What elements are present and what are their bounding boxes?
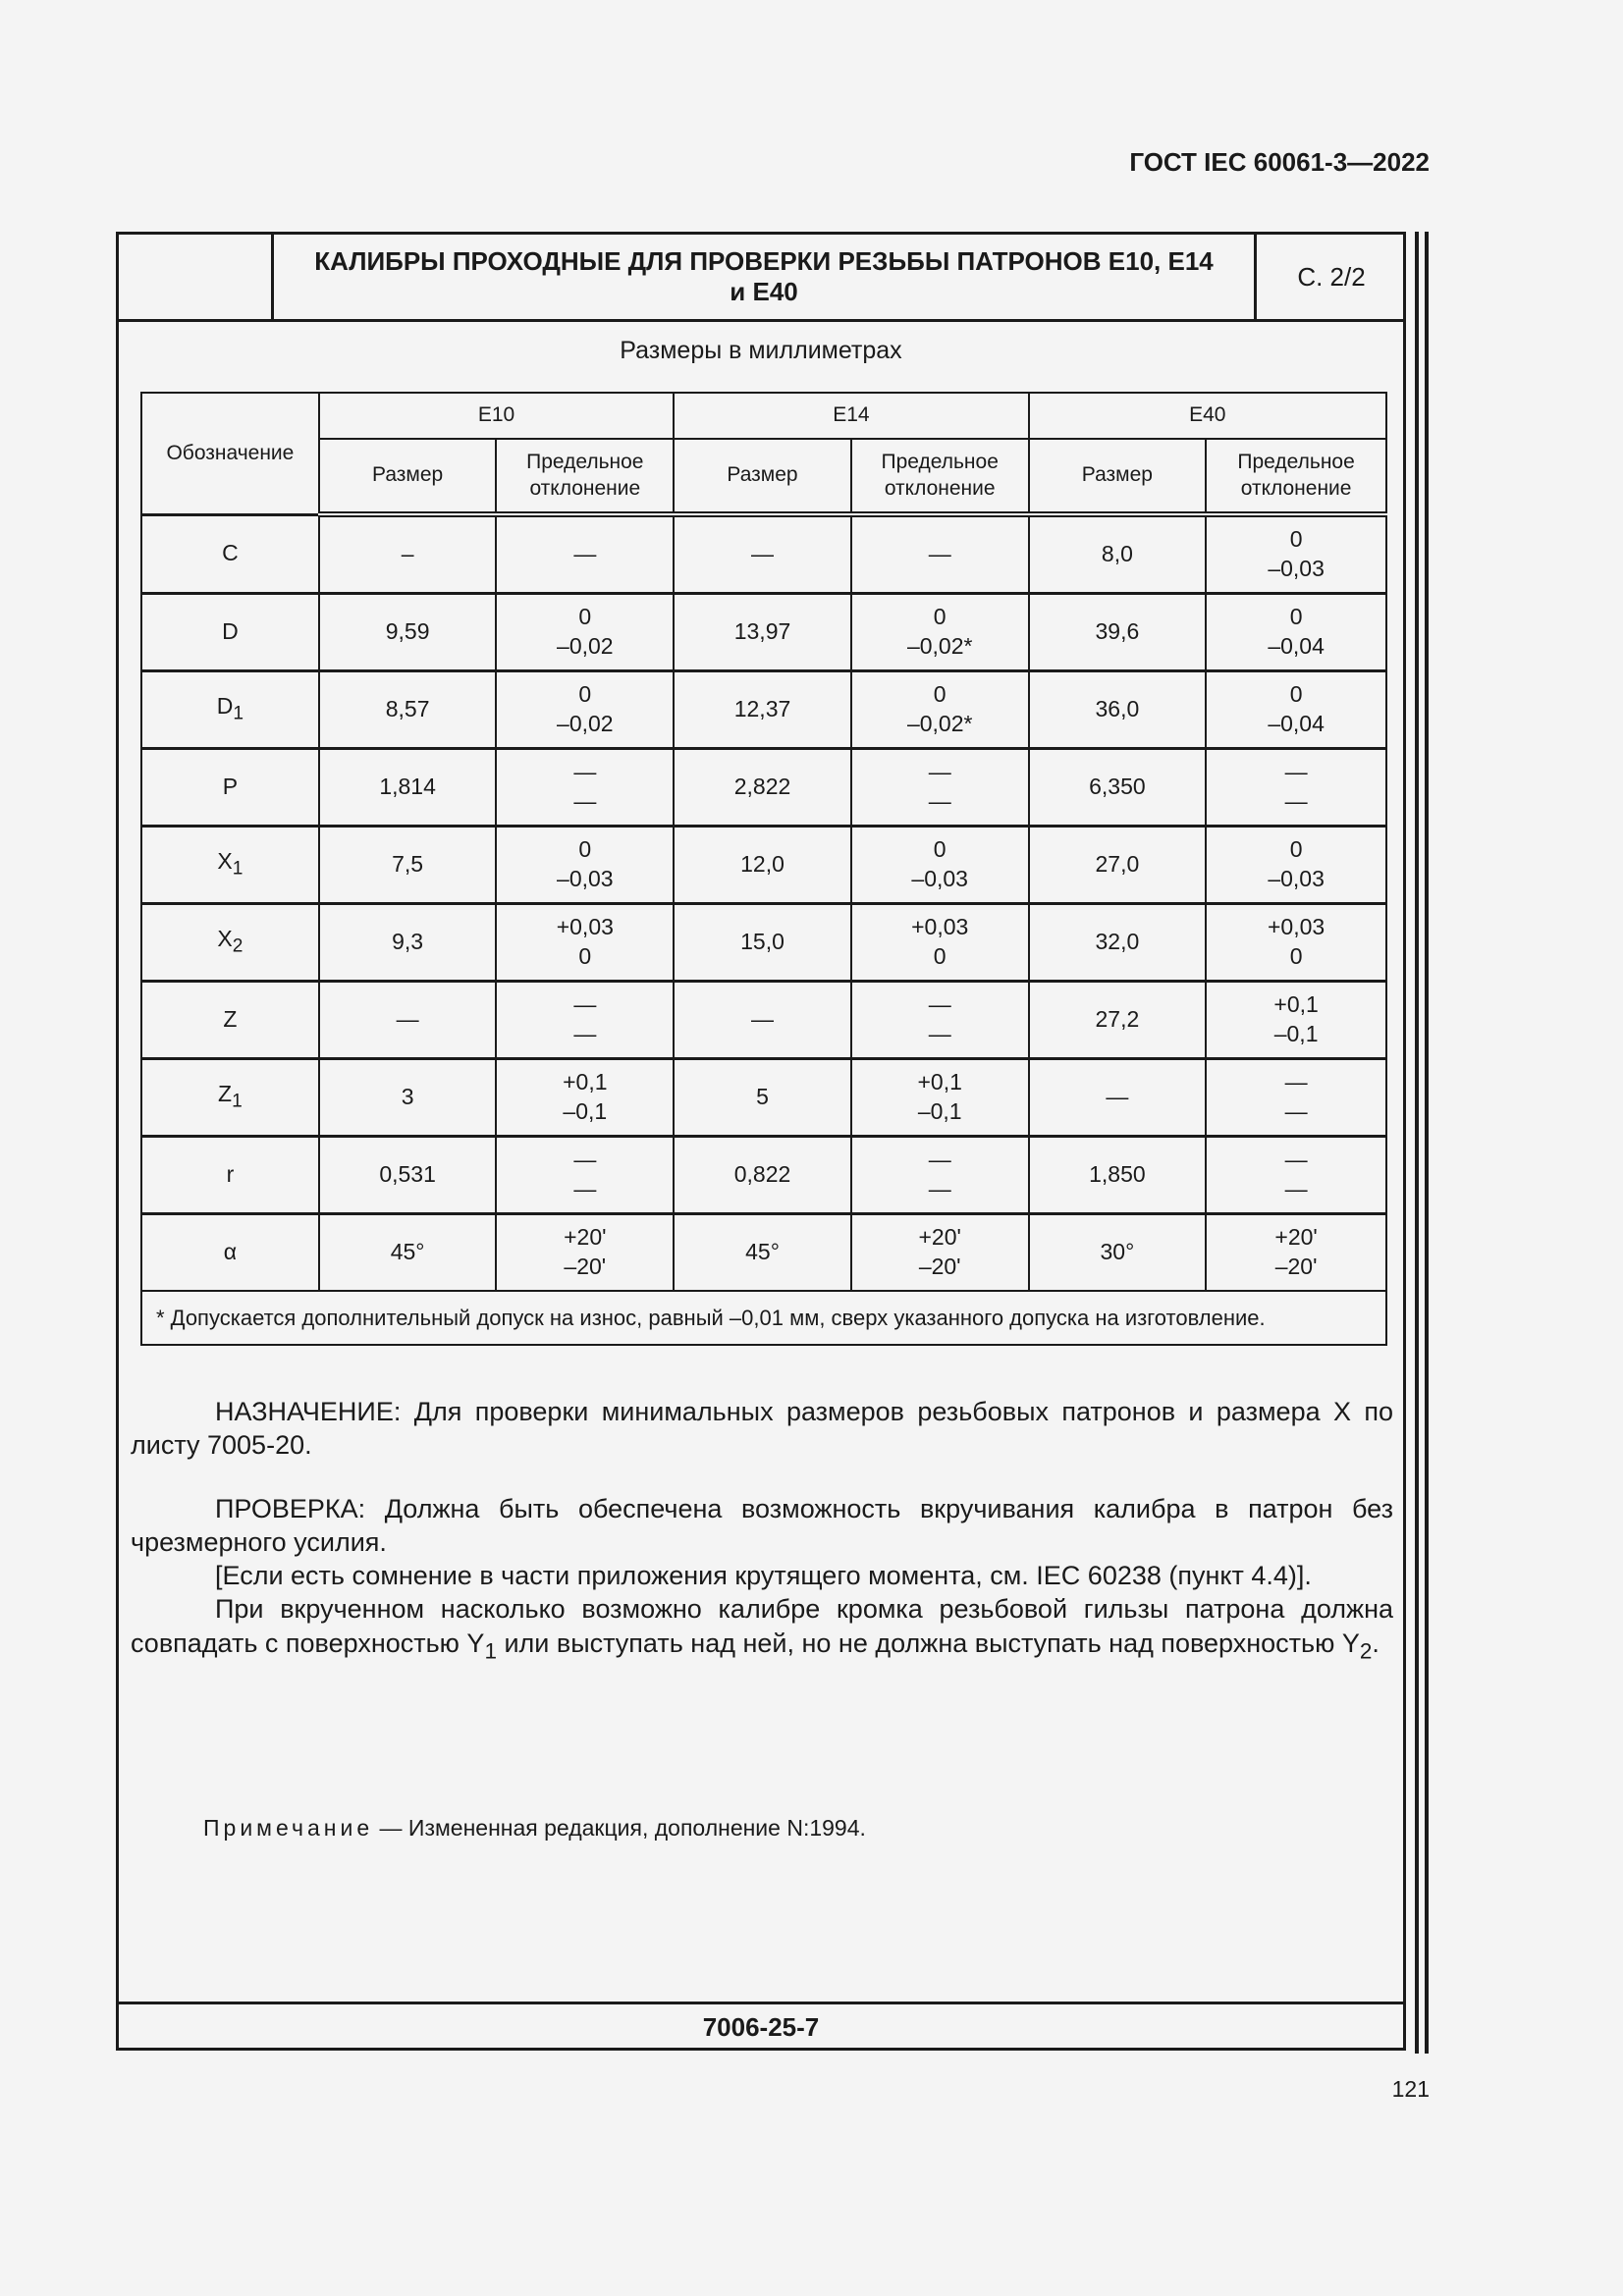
size-cell: 5 (674, 1059, 851, 1137)
group-header-e14: Е14 (674, 393, 1028, 439)
deviation-header: Предельное отклонение (851, 439, 1029, 514)
deviation-cell: — — (851, 749, 1029, 827)
deviation-header: Предельное отклонение (496, 439, 674, 514)
table-row (141, 671, 1386, 749)
size-cell: 9,3 (319, 904, 497, 982)
frame-border-line (1425, 232, 1429, 2054)
sheet-page-label: С. 2/2 (1297, 261, 1366, 292)
size-cell: 45° (674, 1214, 851, 1292)
standard-number: ГОСТ IEC 60061-3—2022 (1129, 147, 1430, 177)
deviation-cell: 0 –0,02* (851, 594, 1029, 671)
designation-cell: C (141, 514, 319, 594)
size-cell: — (674, 982, 851, 1059)
page-number: 121 (1391, 2076, 1430, 2102)
edge-paragraph: При вкрученном насколько возможно калибре кромка резьбовой гильзы патрона должна совпадать с поверхностью $Y_1$ или выступать над ней, но не должна выступать над поверхностью $Y_2$. (131, 1594, 1393, 1664)
size-header: Размер (674, 439, 851, 514)
designation-cell: α (141, 1214, 319, 1292)
dimensions-table (140, 392, 1387, 1346)
size-cell: 39,6 (1029, 594, 1207, 671)
deviation-cell: 0 –0,03 (1206, 514, 1386, 594)
size-header: Размер (319, 439, 497, 514)
size-cell: 32,0 (1029, 904, 1207, 982)
size-cell: 13,97 (674, 594, 851, 671)
deviation-cell: — (851, 514, 1029, 594)
size-cell: 2,822 (674, 749, 851, 827)
size-cell: 12,37 (674, 671, 851, 749)
designation-cell: $X_2$ (141, 904, 319, 982)
designation-cell: $Z_1$ (141, 1059, 319, 1137)
size-cell: 7,5 (319, 827, 497, 904)
deviation-cell: +20' –20' (851, 1214, 1029, 1292)
designation-cell: r (141, 1137, 319, 1214)
designation-cell: Z (141, 982, 319, 1059)
deviation-cell: — — (496, 1137, 674, 1214)
deviation-cell: — — (851, 1137, 1029, 1214)
deviation-cell: +0,1 –0,1 (1206, 982, 1386, 1059)
size-cell: 3 (319, 1059, 497, 1137)
deviation-cell: — — (496, 749, 674, 827)
deviation-cell: — — (496, 982, 674, 1059)
designation-header: Обозначение (141, 393, 319, 514)
size-cell: 1,850 (1029, 1137, 1207, 1214)
deviation-cell: 0 –0,03 (1206, 827, 1386, 904)
size-cell: 0,822 (674, 1137, 851, 1214)
deviation-cell: 0 –0,04 (1206, 594, 1386, 671)
size-cell: — (1029, 1059, 1207, 1137)
table-row (141, 1059, 1386, 1137)
deviation-cell: — — (851, 982, 1029, 1059)
frame-border-line (1415, 232, 1419, 2054)
size-cell: 8,0 (1029, 514, 1207, 594)
header-empty-cell (119, 235, 274, 319)
size-cell: 6,350 (1029, 749, 1207, 827)
deviation-cell: +0,1 –0,1 (496, 1059, 674, 1137)
table-row (141, 904, 1386, 982)
sheet-header (119, 235, 1403, 322)
deviation-cell: — — (1206, 1059, 1386, 1137)
sheet-code: 7006-25-7 (702, 2012, 820, 2042)
size-cell: 30° (1029, 1214, 1207, 1292)
deviation-cell: +20' –20' (1206, 1214, 1386, 1292)
table-row (141, 827, 1386, 904)
deviation-cell: +0,03 0 (1206, 904, 1386, 982)
size-cell: 27,2 (1029, 982, 1207, 1059)
deviation-cell: 0 –0,02* (851, 671, 1029, 749)
deviation-cell: +0,03 0 (851, 904, 1029, 982)
note-text: Примечание — Измененная редакция, дополнение N:1994. (203, 1815, 866, 1841)
size-cell: 8,57 (319, 671, 497, 749)
size-cell: — (319, 982, 497, 1059)
size-cell: — (674, 514, 851, 594)
designation-cell: D (141, 594, 319, 671)
table-row (141, 749, 1386, 827)
designation-cell: $D_1$ (141, 671, 319, 749)
deviation-cell: +20' –20' (496, 1214, 674, 1292)
units-caption: Размеры в миллиметрах (620, 337, 902, 364)
deviation-cell: +0,1 –0,1 (851, 1059, 1029, 1137)
table-footnote: * Допускается дополнительный допуск на износ, равный –0,01 мм, сверх указанного допуска на изготовление. (141, 1291, 1386, 1345)
deviation-cell: 0 –0,04 (1206, 671, 1386, 749)
sheet-title: КАЛИБРЫ ПРОХОДНЫЕ ДЛЯ ПРОВЕРКИ РЕЗЬБЫ ПАТРОНОВ Е10, Е14 и Е40 (274, 235, 1257, 319)
designation-cell: $X_1$ (141, 827, 319, 904)
table-row (141, 1214, 1386, 1292)
size-cell: 27,0 (1029, 827, 1207, 904)
table-row (141, 982, 1386, 1059)
deviation-cell: 0 –0,03 (851, 827, 1029, 904)
body-text (131, 1395, 1393, 1666)
deviation-cell: — — (1206, 1137, 1386, 1214)
size-cell: 1,814 (319, 749, 497, 827)
size-cell: 45° (319, 1214, 497, 1292)
size-cell: 12,0 (674, 827, 851, 904)
deviation-cell: +0,03 0 (496, 904, 674, 982)
table-row (141, 514, 1386, 594)
group-header-e40: Е40 (1029, 393, 1386, 439)
size-cell: 15,0 (674, 904, 851, 982)
deviation-header: Предельное отклонение (1206, 439, 1386, 514)
deviation-cell: 0 –0,02 (496, 594, 674, 671)
size-cell: 9,59 (319, 594, 497, 671)
table-row (141, 594, 1386, 671)
size-header: Размер (1029, 439, 1207, 514)
deviation-cell: 0 –0,03 (496, 827, 674, 904)
deviation-cell: — — (1206, 749, 1386, 827)
purpose-paragraph: НАЗНАЧЕНИЕ: Для проверки минимальных размеров резьбовых патронов и размера X по листу 7005-20. (131, 1397, 1393, 1461)
designation-cell: P (141, 749, 319, 827)
check-paragraph: ПРОВЕРКА: Должна быть обеспечена возможность вкручивания калибра в патрон без чрезмерного усилия. (131, 1493, 1393, 1557)
deviation-cell: — (496, 514, 674, 594)
group-header-e10: Е10 (319, 393, 674, 439)
table-row (141, 1137, 1386, 1214)
size-cell: 0,531 (319, 1137, 497, 1214)
size-cell: 36,0 (1029, 671, 1207, 749)
torque-paragraph: [Если есть сомнение в части приложения крутящего момента, см. IEC 60238 (пункт 4.4)]. (215, 1561, 1312, 1591)
sheet-frame (116, 232, 1406, 2051)
size-cell: – (319, 514, 497, 594)
deviation-cell: 0 –0,02 (496, 671, 674, 749)
